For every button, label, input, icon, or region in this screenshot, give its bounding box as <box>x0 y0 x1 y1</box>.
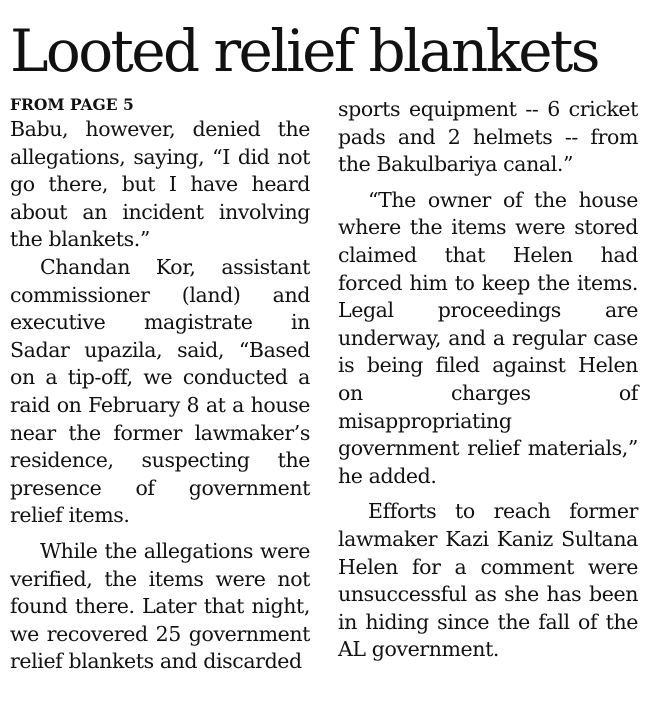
continued-from-kicker: FROM PAGE 5 <box>10 95 134 114</box>
paragraph-babu-denial: Babu, however, denied the allegations, saying, “I did not go there, but I have heard about an incident involving the blankets.” <box>10 117 310 252</box>
paragraph-recovery: While the allegations were verified, the items were not found there. Later that night, we recovered 25 government relief blankets and discarded <box>10 538 310 674</box>
paragraph-sports-equipment: sports equipment -- 6 cricket pads and 2 helmets -- from the Bakulbariya canal.” <box>338 97 638 177</box>
paragraph-chandan-kor-statement: Chandan Kor, assistant commissioner (land) and executive magistrate in Sadar upazila, said, “Based on a tip-off, we conducted a raid on February 8 at a house near the former lawmaker’s residence, suspecting the presence of government relief items. <box>10 254 310 528</box>
article-column-left <box>10 94 310 676</box>
article-column-right <box>338 96 638 664</box>
paragraph-house-owner-claim: “The owner of the house where the items were stored claimed that Helen had forced him to keep the items. Legal proceedings are underway, and a regular case is being filed against Helen on charges of misappropriating government relief materials,” he added. <box>338 187 638 488</box>
paragraph-helen-unreachable: Efforts to reach former lawmaker Kazi Kaniz Sultana Helen for a comment were unsuccessful as she has been in hiding since the fall of the AL government. <box>338 499 638 662</box>
headline: Looted relief blankets <box>10 17 598 85</box>
